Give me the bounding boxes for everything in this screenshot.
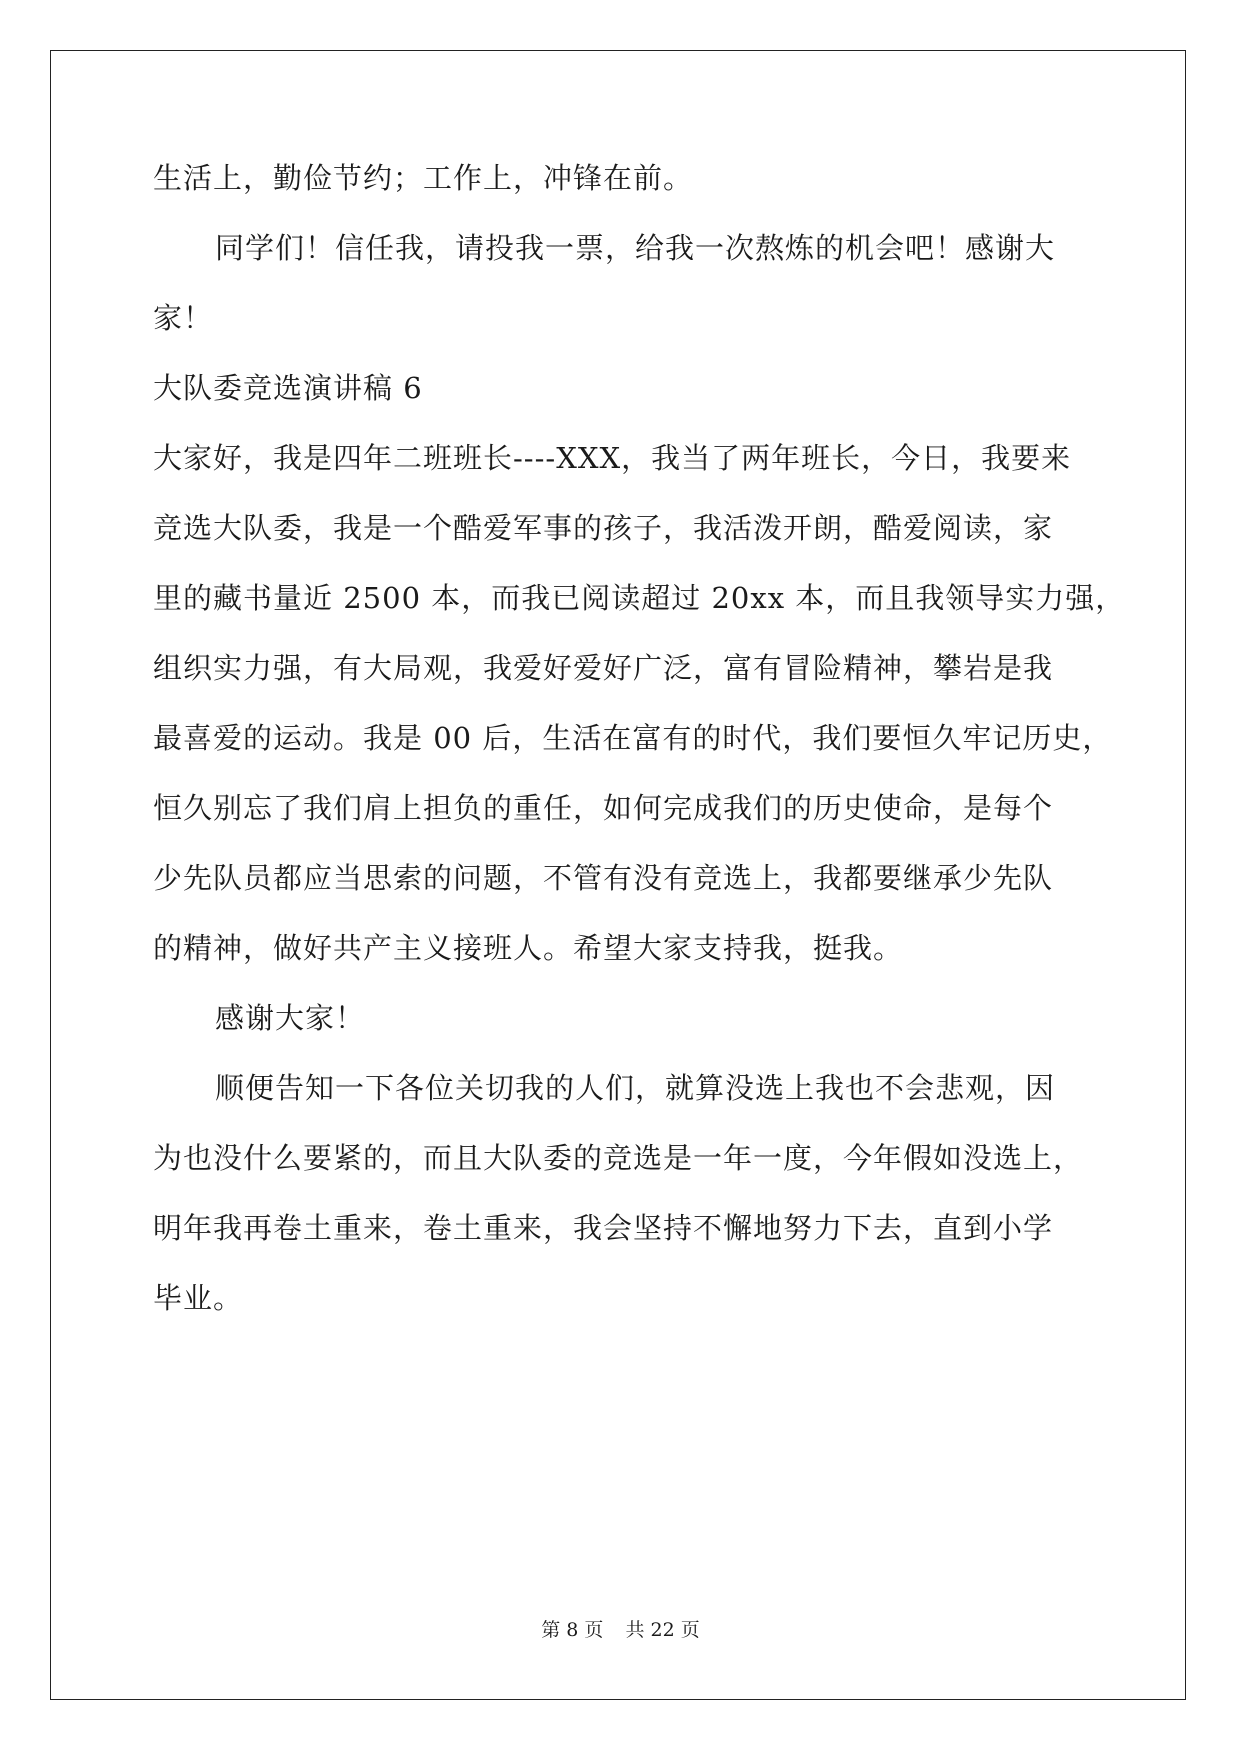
page-footer (0, 1618, 1241, 1642)
paragraph-line: 明年我再卷土重来，卷土重来，我会坚持不懈地努力下去，直到小学 (153, 1211, 1054, 1245)
page-number-current: 第 8 页 (541, 1619, 604, 1641)
paragraph-line: 感谢大家！ (215, 1001, 366, 1035)
paragraph-line: 生活上，勤俭节约；工作上，冲锋在前。 (153, 161, 694, 195)
paragraph-line: 最喜爱的运动。我是 00 后，生活在富有的时代，我们要恒久牢记历史， (153, 721, 1113, 755)
paragraph-line: 里的藏书量近 2500 本，而我已阅读超过 20xx 本，而且我领导实力强， (153, 581, 1126, 615)
paragraph-line: 少先队员都应当思索的问题，不管有没有竞选上，我都要继承少先队 (153, 861, 1054, 895)
paragraph-line: 毕业。 (153, 1281, 244, 1315)
paragraph-line: 为也没什么要紧的，而且大队委的竞选是一年一度，今年假如没选上， (153, 1141, 1084, 1175)
paragraph-line: 竞选大队委，我是一个酷爱军事的孩子，我活泼开朗，酷爱阅读，家 (153, 511, 1054, 545)
paragraph-line: 组织实力强，有大局观，我爱好爱好广泛，富有冒险精神，攀岩是我 (153, 651, 1054, 685)
section-title: 大队委竞选演讲稿 6 (153, 371, 423, 405)
paragraph-line: 顺便告知一下各位关切我的人们，就算没选上我也不会悲观，因 (215, 1071, 1056, 1105)
paragraph-line: 大家好，我是四年二班班长----XXX，我当了两年班长，今日，我要来 (153, 441, 1072, 475)
paragraph-line: 的精神，做好共产主义接班人。希望大家支持我，挺我。 (153, 931, 904, 965)
paragraph-line: 家！ (153, 301, 214, 335)
paragraph-line: 同学们！信任我，请投我一票，给我一次熬炼的机会吧！感谢大 (215, 231, 1056, 265)
paragraph-line: 恒久别忘了我们肩上担负的重任，如何完成我们的历史使命，是每个 (153, 791, 1054, 825)
page-number-total: 共 22 页 (625, 1619, 700, 1641)
